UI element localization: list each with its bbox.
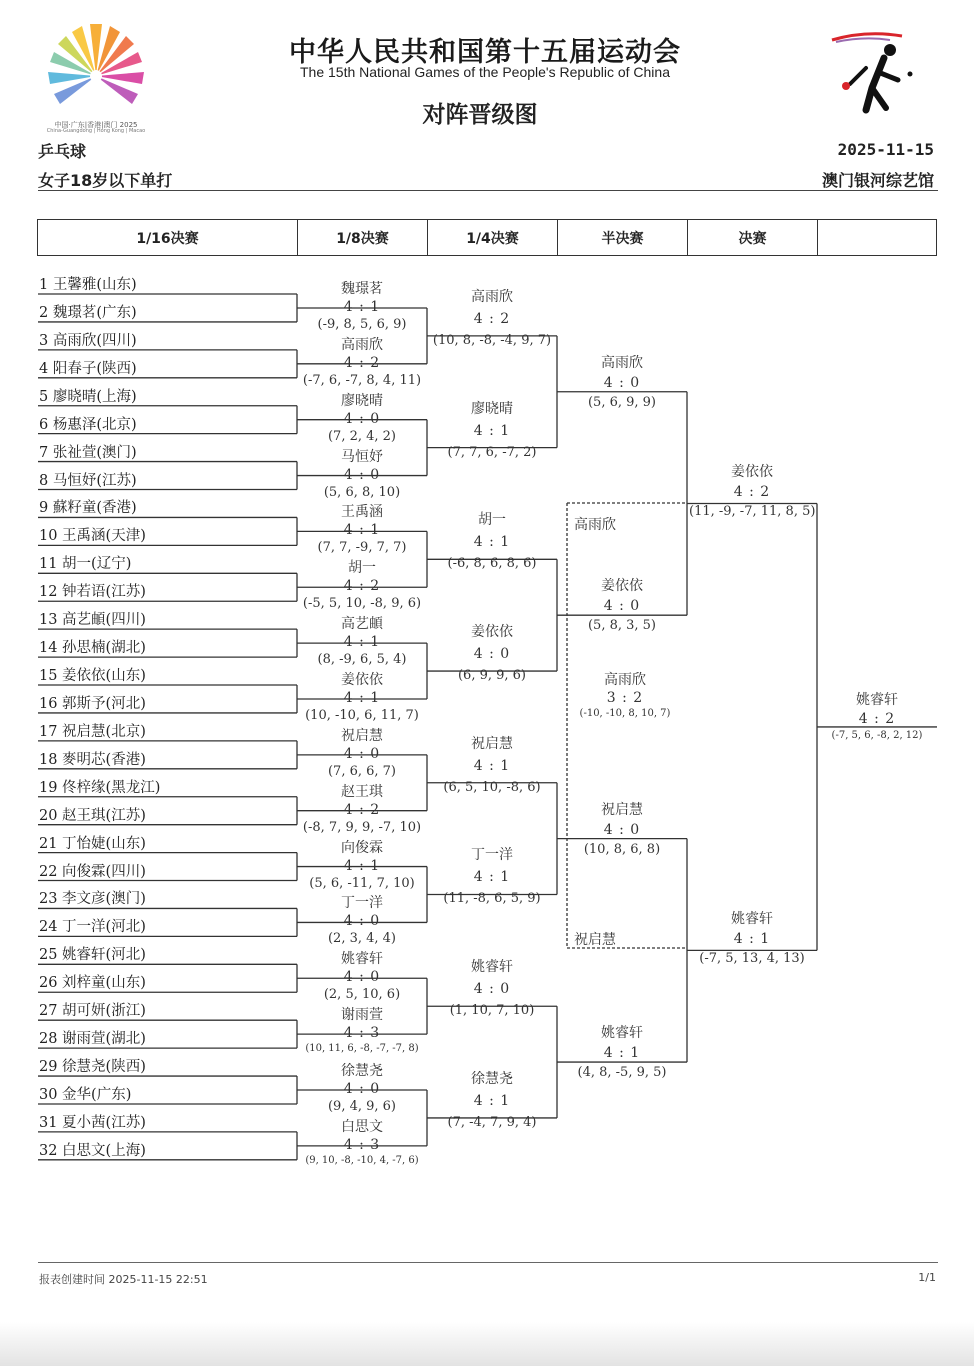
match-game-scores: (2, 5, 10, 6) [323,987,401,1003]
player-entry: 6 杨惠泽(北京) [39,416,137,433]
match-score: 4 : 2 [343,578,381,595]
match-score: 4 : 0 [343,969,381,986]
match-winner-name: 姚睿轩 [471,959,513,976]
match-score: 4 : 1 [473,869,511,886]
match-game-scores: (-6, 8, 6, 8, 6) [447,556,537,572]
match-score: 4 : 3 [343,1025,381,1042]
match-game-scores: (1, 10, 7, 10) [449,1003,535,1019]
match-score: 4 : 2 [343,354,381,371]
match-game-scores: (2, 3, 4, 4) [327,931,397,947]
match-score: 4 : 1 [473,534,511,551]
bronze-game-scores: (-10, -10, 8, 10, 7) [579,707,671,719]
match-score: 4 : 0 [603,821,641,838]
match-game-scores: (7, -4, 7, 9, 4) [447,1114,537,1130]
match-winner-name: 高雨欣 [341,336,383,353]
match-game-scores: (9, 10, -8, -10, 4, -7, 6) [305,1154,419,1166]
match-game-scores: (6, 5, 10, -8, 6) [443,779,541,795]
match-score: 4 : 0 [473,981,511,998]
player-entry: 32 白思文(上海) [39,1142,146,1159]
player-entry: 11 胡一(辽宁) [39,556,132,573]
match-game-scores: (8, -9, 6, 5, 4) [317,652,407,668]
player-entry: 18 麥明芯(香港) [39,751,146,768]
player-entry: 4 阳春子(陕西) [39,360,137,377]
match-score: 4 : 1 [343,857,381,874]
player-entry: 19 佟梓缘(黑龙江) [39,779,161,796]
match-winner-name: 祝启慧 [341,727,383,744]
match-score: 4 : 1 [603,1045,641,1062]
round-header-qf: 1/4决赛 [428,220,558,255]
player-entry: 20 赵王琪(江苏) [39,807,146,824]
match-score: 4 : 0 [343,1081,381,1097]
date-label: 2025-11-15 [837,140,934,159]
player-entry: 1 王馨雅(山东) [39,277,137,293]
match-score: 4 : 0 [343,745,381,762]
venue-label: 澳门银河综艺馆 [821,171,934,190]
match-winner-name: 徐慧尧 [471,1070,513,1087]
match-winner-name: 胡一 [348,560,376,577]
match-score: 4 : 2 [343,801,381,818]
match-score: 4 : 1 [733,931,771,948]
player-entry: 30 金华(广东) [39,1086,132,1103]
match-winner-name: 魏璟茗 [341,280,383,297]
match-score: 4 : 1 [343,522,381,539]
match-game-scores: (7, 6, 6, 7) [327,763,397,779]
match-game-scores: (10, 8, -8, -4, 9, 7) [432,332,552,348]
event-label: 女子18岁以下单打 [38,171,173,190]
match-winner-name: 赵王琪 [341,783,383,800]
match-game-scores: (4, 8, -5, 9, 5) [577,1065,667,1081]
match-score: 4 : 0 [603,598,641,615]
match-score: 4 : 0 [473,646,511,663]
champion-score: 4 : 2 [858,710,896,727]
match-score: 4 : 2 [733,484,771,501]
round-header-sf: 半决赛 [558,220,688,255]
match-winner-name: 丁一洋 [471,847,513,864]
match-winner-name: 高雨欣 [601,354,643,371]
player-entry: 9 蘇籽童(香港) [39,500,137,517]
match-game-scores: (-8, 7, 9, 9, -7, 10) [302,819,422,835]
round-header-r16: 1/8决赛 [298,220,428,255]
bronze-player-top: 高雨欣 [574,517,616,533]
match-game-scores: (5, 6, 8, 10) [323,484,401,500]
match-game-scores: (7, 7, 6, -7, 2) [447,444,537,460]
player-entry: 14 孙思楠(湖北) [39,640,146,657]
match-game-scores: (-5, 5, 10, -8, 9, 6) [302,596,422,612]
match-winner-name: 谢雨萱 [341,1007,383,1024]
match-winner-name: 胡一 [478,512,506,529]
match-score: 4 : 1 [343,634,381,651]
player-entry: 7 张祉萱(澳门) [39,444,137,461]
match-game-scores: (7, 7, -9, 7, 7) [317,540,407,556]
match-winner-name: 高艺頔 [341,616,383,633]
games-title-en: The 15th National Games of the People's Republic of China [299,64,670,80]
bronze-winner-name: 高雨欣 [604,671,646,688]
champion-game-scores: (-7, 5, 6, -8, 2, 12) [831,729,923,741]
match-game-scores: (9, 4, 9, 6) [327,1099,397,1114]
player-entry: 25 姚睿轩(河北) [39,947,146,964]
player-entry: 12 钟若语(江苏) [39,584,146,601]
bronze-player-bottom: 祝启慧 [574,932,616,948]
match-score: 4 : 3 [343,1136,381,1153]
player-entry: 16 郭斯予(河北) [39,695,146,712]
match-game-scores: (5, 8, 3, 5) [587,618,657,634]
match-score: 4 : 2 [473,310,511,327]
player-entry: 29 徐慧尧(陕西) [39,1059,146,1076]
match-winner-name: 祝启慧 [471,735,513,752]
games-title: 中华人民共和国第十五届运动会 [289,37,681,68]
match-score: 4 : 1 [343,298,381,315]
match-score: 4 : 0 [343,913,381,930]
sport-label: 乒乓球 [38,142,87,161]
player-entry: 3 高雨欣(四川) [39,332,137,349]
player-entry: 22 向俊霖(四川) [39,863,146,880]
logo-caption-en: China-Guangdong | Hong Kong | Macao [46,128,146,134]
match-winner-name: 高雨欣 [471,288,513,305]
player-entry: 21 丁怡婕(山东) [39,835,146,852]
match-winner-name: 姜依依 [601,578,643,595]
match-winner-name: 姚睿轩 [601,1025,643,1042]
match-winner-name: 王禹涵 [341,504,383,521]
champion-name: 姚睿轩 [856,691,898,708]
player-entry: 31 夏小茜(江苏) [39,1114,146,1131]
report-created-time: 报表创建时间 2025-11-15 22:51 [39,1273,208,1286]
player-entry: 2 魏璟茗(广东) [39,304,137,321]
match-game-scores: (10, 8, 6, 8) [583,841,661,857]
match-game-scores: (10, -10, 6, 11, 7) [305,707,419,723]
match-game-scores: (-9, 8, 5, 6, 9) [317,316,407,332]
match-game-scores: (5, 6, 9, 9) [587,394,657,410]
player-entry: 8 马恒妤(江苏) [39,472,137,489]
logo-caption: 中国·广东|香港|澳门 2025 [54,121,138,129]
player-entry: 15 姜依依(山东) [39,668,146,685]
match-winner-name: 姜依依 [341,671,383,688]
match-winner-name: 白思文 [341,1118,383,1135]
match-game-scores: (10, 11, 6, -8, -7, -7, 8) [305,1043,419,1055]
match-winner-name: 徐慧尧 [341,1063,383,1079]
chart-title: 对阵晋级图 [422,102,538,128]
footer-divider [38,1262,938,1263]
player-entry: 13 高艺頔(四川) [39,612,146,629]
bottom-shade [0,1322,974,1366]
match-winner-name: 姜依依 [471,624,513,641]
player-entry: 26 刘梓童(山东) [39,975,146,992]
match-winner-name: 姚睿轩 [731,911,773,928]
page-number: 1/1 [918,1271,936,1284]
match-game-scores: (11, -8, 6, 5, 9) [443,891,541,907]
match-game-scores: (7, 2, 4, 2) [327,428,397,444]
player-entry: 24 丁一洋(河北) [39,919,146,936]
match-score: 4 : 0 [603,374,641,391]
match-winner-name: 马恒妤 [341,448,383,465]
match-game-scores: (11, -9, -7, 11, 8, 5) [689,504,816,520]
match-winner-name: 丁一洋 [341,895,383,912]
match-game-scores: (-7, 6, -7, 8, 4, 11) [302,372,422,388]
match-winner-name: 祝启慧 [601,801,643,818]
match-game-scores: (5, 6, -11, 7, 10) [309,875,415,891]
match-score: 4 : 0 [343,410,381,427]
match-score: 4 : 0 [343,466,381,483]
match-score: 4 : 1 [473,757,511,774]
match-winner-name: 廖晓晴 [341,392,383,409]
player-entry: 17 祝启慧(北京) [39,723,146,740]
match-winner-name: 向俊霖 [341,839,383,856]
match-score: 4 : 1 [473,422,511,439]
player-entry: 23 李文彦(澳门) [39,891,146,908]
player-entry: 28 谢雨萱(湖北) [39,1031,146,1048]
player-entry: 10 王禹涵(天津) [39,528,146,545]
round-header-r32: 1/16决赛 [38,220,298,255]
match-winner-name: 廖晓晴 [471,400,513,417]
match-winner-name: 姚睿轩 [341,951,383,968]
player-entry: 5 廖晓晴(上海) [39,388,137,405]
match-winner-name: 姜依依 [731,464,773,481]
player-entry: 27 胡可妍(浙江) [39,1003,146,1020]
match-game-scores: (-7, 5, 13, 4, 13) [699,951,805,967]
bronze-score: 3 : 2 [606,689,644,706]
match-score: 4 : 1 [473,1092,511,1109]
match-score: 4 : 1 [343,689,381,706]
match-game-scores: (6, 9, 9, 6) [457,668,527,684]
round-header-final: 决赛 [688,220,818,255]
